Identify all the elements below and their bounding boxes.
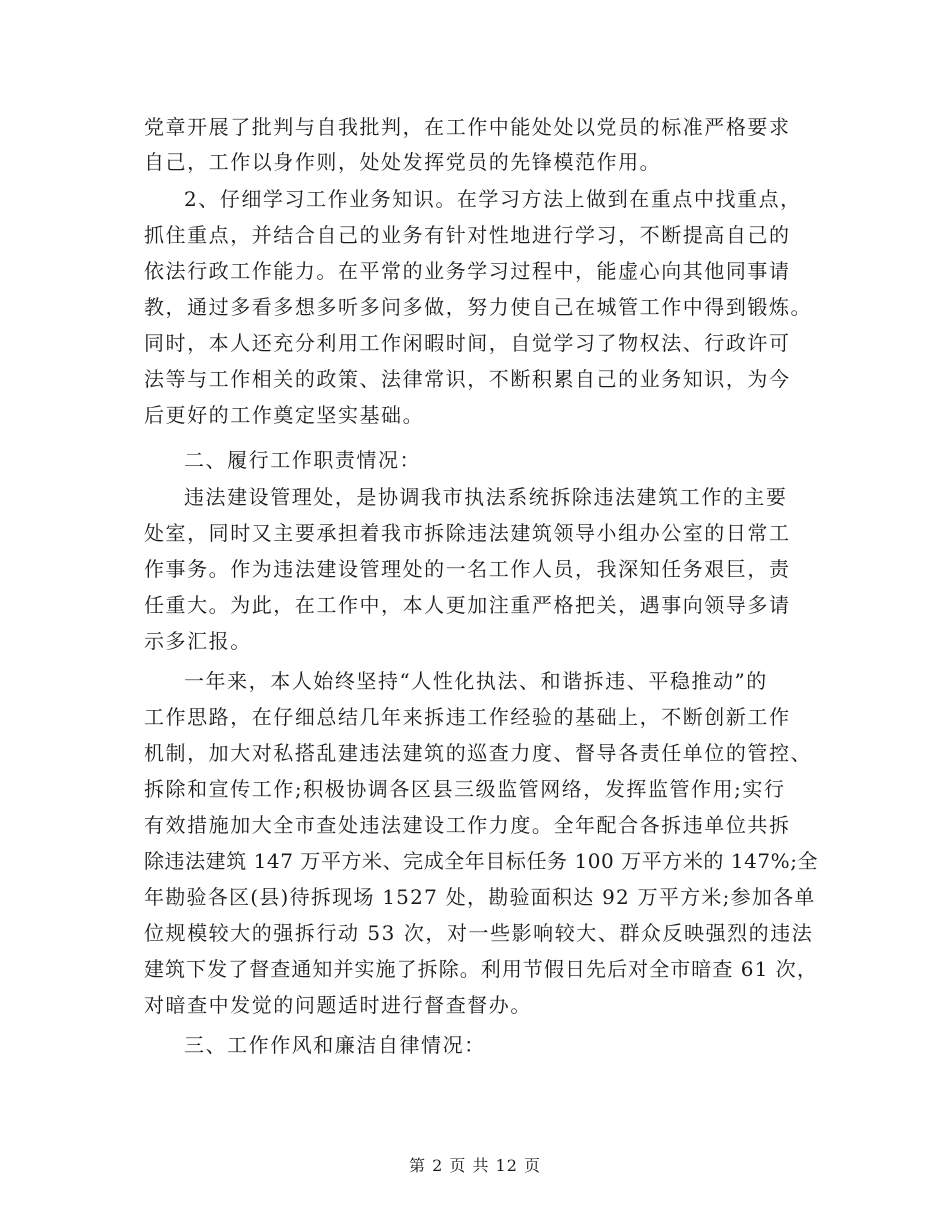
section-heading: 三、工作作风和廉洁自律情况： [184,1033,486,1057]
body-text-line: 示多汇报。 [144,629,252,653]
body-text-line: 对暗查中发觉的问题适时进行督查督办。 [144,993,532,1017]
page-number-footer: 第 2 页 共 12 页 [409,1156,541,1175]
body-text-line: 任重大。为此，在工作中，本人更加注重严格把关，遇事向领导多请 [144,593,791,617]
section-heading: 二、履行工作职责情况： [184,448,422,472]
body-text-line: 处室，同时又主要承担着我市拆除违法建筑领导小组办公室的日常工 [144,521,791,545]
body-text-line: 教，通过多看多想多听多问多做，努力使自己在城管工作中得到锻炼。 [144,295,813,319]
body-text-line: 党章开展了批判与自我批判，在工作中能处处以党员的标准严格要求 [144,115,791,139]
body-text-line: 位规模较大的强拆行动 53 次，对一些影响较大、群众反映强烈的违法 [144,921,814,945]
body-text-line: 同时，本人还充分利用工作闲暇时间，自觉学习了物权法、行政许可 [144,331,791,355]
body-text-line: 建筑下发了督查通知并实施了拆除。利用节假日先后对全市暗查 61 次， [144,957,818,981]
body-text-line: 依法行政工作能力。在平常的业务学习过程中，能虚心向其他同事请 [144,259,791,283]
body-text-line: 作事务。作为违法建设管理处的一名工作人员，我深知任务艰巨，责 [144,557,791,581]
body-text-line: 自己，工作以身作则，处处发挥党员的先锋模范作用。 [144,150,662,174]
body-text-line: 机制，加大对私搭乱建违法建筑的巡查力度、督导各责任单位的管控、 [144,741,813,765]
paragraph-first-line: 违法建设管理处，是协调我市执法系统拆除违法建筑工作的主要 [184,485,788,509]
body-text-line: 除违法建筑 147 万平方米、完成全年目标任务 100 万平方米的 147%;全 [144,849,819,873]
body-text-line: 拆除和宣传工作;积极协调各区县三级监管网络，发挥监管作用;实行 [144,777,786,801]
body-text-line: 法等与工作相关的政策、法律常识，不断积累自己的业务知识，为今 [144,367,791,391]
body-text-line: 年勘验各区(县)待拆现场 1527 处，勘验面积达 92 万平方米;参加各单 [144,885,816,909]
body-text-line: 有效措施加大全市查处违法建设工作力度。全年配合各拆违单位共拆 [144,813,791,837]
numbered-item-heading: 2、仔细学习工作业务知识。在学习方法上做到在重点中找重点， [184,187,802,211]
body-text-line: 后更好的工作奠定坚实基础。 [144,403,425,427]
body-text-line: 抓住重点，并结合自己的业务有针对性地进行学习，不断提高自己的 [144,223,791,247]
paragraph-first-line: 一年来，本人始终坚持“人性化执法、和谐拆违、平稳推动”的 [184,669,768,693]
body-text-line: 工作思路，在仔细总结几年来拆违工作经验的基础上，不断创新工作 [144,705,791,729]
